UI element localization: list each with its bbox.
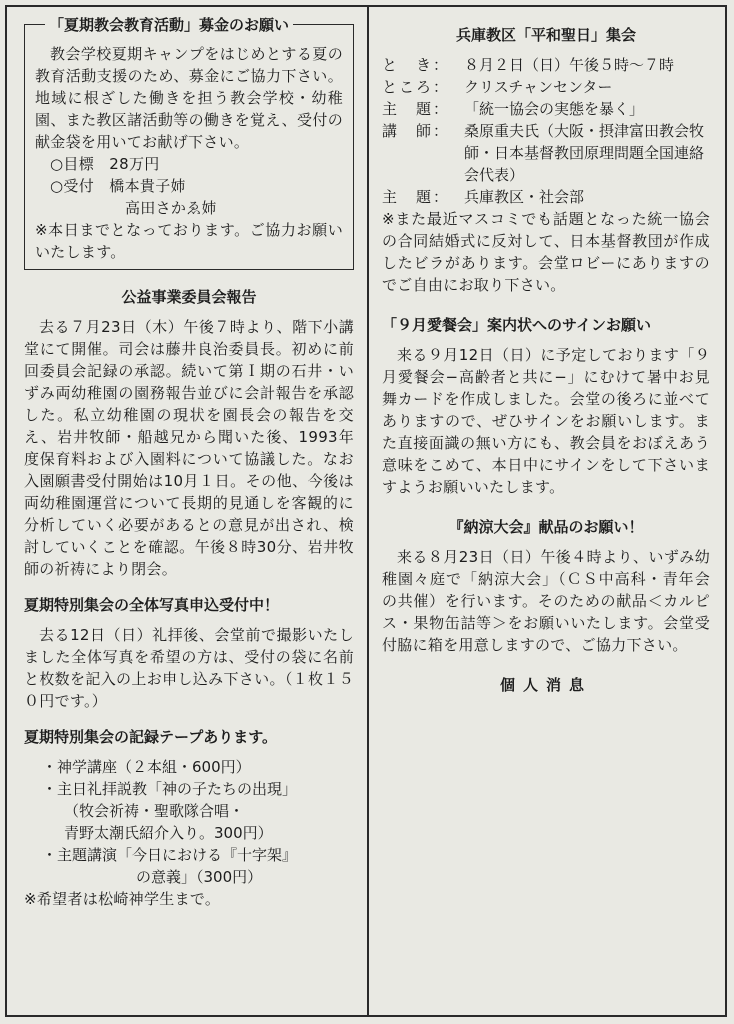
peace-when-label: と き： <box>382 56 451 74</box>
photo-body: 去る12日（日）礼拝後、会堂前で撮影いたしました全体写真を希望の方は、受付の袋に名前と枚数を記入の上お申し込み下さい。（１枚１５０円です。） <box>24 626 354 710</box>
peace-when-row <box>382 54 710 76</box>
tape-item-sermon: ・主日礼拝説教「神の子たちの出現」 <box>42 780 298 798</box>
tape-item-lecture-theme-2: の意義」（300円） <box>136 868 263 886</box>
peace-theme: 「統一協会の実態を暴く」 <box>464 100 645 118</box>
peace-where-label: ところ： <box>382 78 451 96</box>
peace-heading: 兵庫教区「平和聖日」集会 <box>455 26 636 44</box>
committee-report-heading: 公益事業委員会報告 <box>121 288 257 306</box>
peace-where-row <box>382 76 710 98</box>
fundraising-notice-box <box>24 16 354 270</box>
peace-speaker-row <box>382 120 710 186</box>
tape-note: ※希望者は松崎神学生まで。 <box>24 890 221 908</box>
fundraising-goal: ○目標 28万円 <box>50 155 160 173</box>
peace-host-label: 主 題： <box>382 188 451 206</box>
sign-heading: 「９月愛餐会」案内状へのサインお願い <box>382 316 651 334</box>
fundraising-reception-2: 高田さかゑ姉 <box>125 199 217 217</box>
peace-where: クリスチャンセンター <box>464 78 613 96</box>
fundraising-note: ※本日までとなっております。ご協力お願いいたします。 <box>35 221 343 261</box>
fundraising-notice-body: 教会学校夏期キャンプをはじめとする夏の教育活動支援のため、募金にご協力下さい。地域に根ざした働きを担う教会学校・幼稚園、また教区諸活動等の働きを覚え、受付の献金袋を用いてお献げ下さい。 <box>35 45 343 151</box>
peace-theme-label: 主 題： <box>382 100 451 118</box>
photo-heading: 夏期特別集会の全体写真申込受付中！ <box>24 596 280 614</box>
peace-speaker: 桑原重夫氏（大阪・摂津富田教会牧師・日本基督教団原理問題全国連絡会代表） <box>464 122 705 184</box>
tape-item-lecture-theme: ・主題講演「今日における『十字架』 <box>42 846 298 864</box>
peace-speaker-label: 講 師： <box>382 122 451 140</box>
fundraising-reception: ○受付 橋本貴子姉 <box>50 177 186 195</box>
column-divider <box>367 5 369 1017</box>
peace-note: ※また最近マスコミでも話題となった統一協会の合同結婚式に反対して、日本基督教団が作成したビラがあります。会堂ロビーにありますのでご自由にお取り下さい。 <box>382 210 710 294</box>
tape-heading: 夏期特別集会の記録テープあります。 <box>24 728 278 746</box>
right-column <box>382 24 710 704</box>
festival-body: 来る８月23日（日）午後４時より、いずみ幼稚園々庭で「納涼大会」（ＣＳ中高科・青年会の共催）を行います。そのための献品＜カルピス・果物缶詰等＞をお願いいたします。会堂受付脇に箱を用意しますので、ご協力下さい。 <box>382 548 710 654</box>
committee-report-body: 去る７月23日（木）午後７時より、階下小講堂にて開催。司会は藤井良治委員長。初めに前回委員会記録の承認。続いて第Ｉ期の石井・いずみ両幼稚園の園務報告並びに会計報告を承認した。私立幼稚園の現状を園長会の報告を交え、岩井牧師・船越兄から聞いた後、1993年度保育料および入園料について協議した。なお入園願書受付開始は10月１日。その他、今後は両幼稚園運営について長期的見通しを客観的に分析していく必要があるとの意見が出され、検討していくことを確認。午後８時30分、岩井牧師の祈祷により閉会。 <box>24 318 354 578</box>
peace-host-row <box>382 186 710 208</box>
left-column <box>24 16 354 910</box>
tape-item-lecture: ・神学講座（２本組・600円） <box>42 758 251 776</box>
peace-details <box>382 54 710 296</box>
festival-heading: 『納涼大会』献品のお願い！ <box>448 518 644 536</box>
fundraising-notice-title: 「夏期教会教育活動」募金のお願い <box>45 14 293 36</box>
tape-item-sermon-detail: （牧会祈祷・聖歌隊合唱・ <box>64 802 245 820</box>
sign-body: 来る９月12日（日）に予定しております「９月愛餐会−高齢者と共に−」にむけて暑中お見舞カードを作成しました。会堂の後ろに並べてありますので、ぜひサインをお願いします。また直接面識の無い方にも、教会員をおぼえあう意味をこめて、本日中にサインをして下さいますようお願いいたします。 <box>382 346 710 496</box>
peace-theme-row <box>382 98 710 120</box>
peace-when: ８月２日（日）午後５時〜７時 <box>464 56 675 74</box>
peace-host: 兵庫教区・社会部 <box>464 188 585 206</box>
tape-item-sermon-detail-2: 青野太潮氏紹介入り。300円） <box>64 824 273 842</box>
personal-news-heading: 個人消息 <box>499 676 592 694</box>
